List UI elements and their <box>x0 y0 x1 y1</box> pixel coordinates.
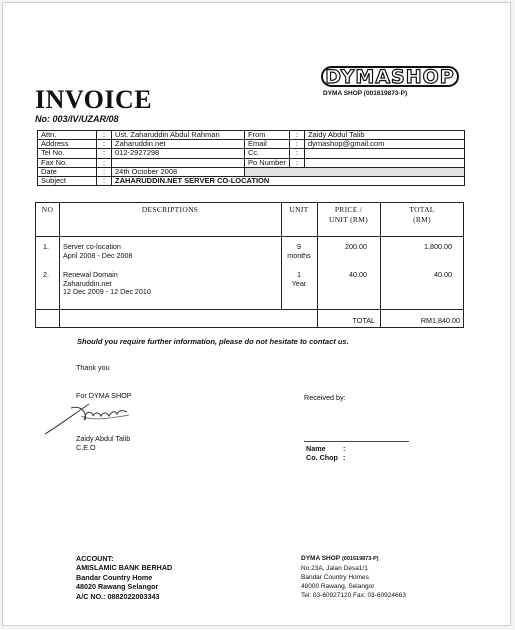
item-price: 40.00 <box>349 270 367 279</box>
info-label: Date <box>38 167 97 176</box>
signature-for-label: For DYMA SHOP <box>76 391 132 400</box>
info-colon: : <box>97 177 112 186</box>
info-value: Ust. Zaharuddin Abdul Rahman <box>112 131 245 140</box>
signatory-position: C.E.O <box>76 443 96 452</box>
address-line: 48000 Rawang, Selangor <box>301 583 375 590</box>
info-value: Zaharuddin.net <box>112 140 245 149</box>
item-description: Renewal Domain <box>63 270 118 279</box>
name-label: Name <box>306 444 326 453</box>
info-colon: : <box>289 140 304 149</box>
info-label: Fax No. <box>38 158 97 167</box>
header-price: PRICE / <box>334 205 363 214</box>
total-divider <box>36 309 463 310</box>
signature-line <box>304 441 409 442</box>
info-value: ZAHARUDDIN.NET SERVER CO-LOCATION <box>112 177 465 186</box>
item-description-detail: April 2008 - Dec 2008 <box>63 250 133 260</box>
info-colon: : <box>97 158 112 167</box>
invoice-page <box>2 2 511 626</box>
info-row <box>38 158 465 167</box>
item-description-detail: Zaharuddin.net <box>63 278 112 288</box>
info-value: dymashop@gmail.com <box>304 140 464 149</box>
address-line: Bandar Country Homes <box>301 574 369 581</box>
contact-note: Should you require further information, please do not hesitate to contact us. <box>77 337 349 346</box>
account-city: 48020 Rawang Selangor <box>76 582 159 591</box>
info-label: Cc. <box>245 149 290 158</box>
info-row <box>38 149 465 158</box>
signatory-name: Zaidy Abdul Talib <box>76 434 131 443</box>
info-label: From <box>245 131 290 140</box>
account-heading: ACCOUNT: <box>76 554 114 563</box>
thank-you-text: Thank you <box>76 363 110 372</box>
invoice-info-table <box>37 130 465 186</box>
info-value <box>112 158 245 167</box>
header-total: TOTAL <box>409 205 435 214</box>
company-registration: DYMA SHOP (001619873-P) <box>323 90 408 97</box>
signature-graphic <box>41 398 137 438</box>
info-row <box>38 177 465 186</box>
info-empty-cell <box>245 167 465 176</box>
info-label: Attn. <box>38 131 97 140</box>
info-colon: : <box>289 149 304 158</box>
header-descriptions: DESCRIPTIONS <box>141 205 199 214</box>
address-registration: (001619873-P) <box>341 556 379 562</box>
address-company: DYMA SHOP <box>301 555 341 562</box>
item-unit: 9 <box>297 242 301 251</box>
info-label: Tel No. <box>38 149 97 158</box>
account-bank: AMISLAMIC BANK BERHAD <box>76 563 173 572</box>
info-value: Zaidy Abdul Talib <box>304 131 464 140</box>
invoice-number: No: 003/IV/UZAR/08 <box>35 114 119 124</box>
info-colon: : <box>289 131 304 140</box>
account-number: A/C NO.: 0882022003343 <box>76 592 160 601</box>
info-label: Address <box>38 140 97 149</box>
item-description: Server co-location <box>63 242 121 251</box>
info-label: Subject <box>38 177 97 186</box>
header-divider <box>36 236 463 237</box>
total-amount: RM1,840.00 <box>420 316 460 325</box>
chop-colon: : <box>343 453 346 462</box>
info-colon: : <box>97 140 112 149</box>
address-phone: Tel: 03-60927120 Fax: 03-60924663 <box>301 592 406 599</box>
total-label: TOTAL <box>352 316 375 325</box>
info-label: Email <box>245 140 290 149</box>
name-colon: : <box>343 444 346 453</box>
info-value <box>304 158 464 167</box>
account-branch: Bandar Country Home <box>76 573 153 582</box>
company-chop-label: Co. Chop <box>306 453 338 462</box>
info-value: 012-2927298 <box>112 149 245 158</box>
info-colon: : <box>97 131 112 140</box>
company-logo: DYMASHOP <box>325 66 455 88</box>
invoice-title: INVOICE <box>35 85 153 114</box>
info-colon: : <box>97 149 112 158</box>
item-unit-label: months <box>287 251 311 260</box>
received-by-label: Received by: <box>304 393 346 402</box>
info-label: Po Number <box>245 158 290 167</box>
header-no: NO <box>41 205 54 214</box>
item-no: 2. <box>43 270 49 279</box>
item-unit-label: Year <box>291 279 307 288</box>
items-table <box>35 202 464 328</box>
item-total: 1,800.00 <box>424 242 452 251</box>
info-value: 24th October 2008 <box>112 167 245 176</box>
item-unit: 1 <box>297 270 301 279</box>
item-description-detail: 12 Dec 2009 - 12 Dec 2010 <box>63 287 151 296</box>
address-company-line <box>301 555 379 562</box>
item-total: 40.00 <box>434 270 452 279</box>
header-total-rm: (RM) <box>413 215 431 224</box>
info-colon: : <box>97 167 112 176</box>
address-line: No.23A, Jalan Desa1/1 <box>301 565 368 572</box>
info-value <box>304 149 464 158</box>
item-no: 1. <box>43 242 49 251</box>
header-unit: UNIT <box>289 205 309 214</box>
item-price: 200.00 <box>345 242 367 251</box>
header-price-unit: UNIT (RM) <box>328 215 369 224</box>
info-colon: : <box>289 158 304 167</box>
